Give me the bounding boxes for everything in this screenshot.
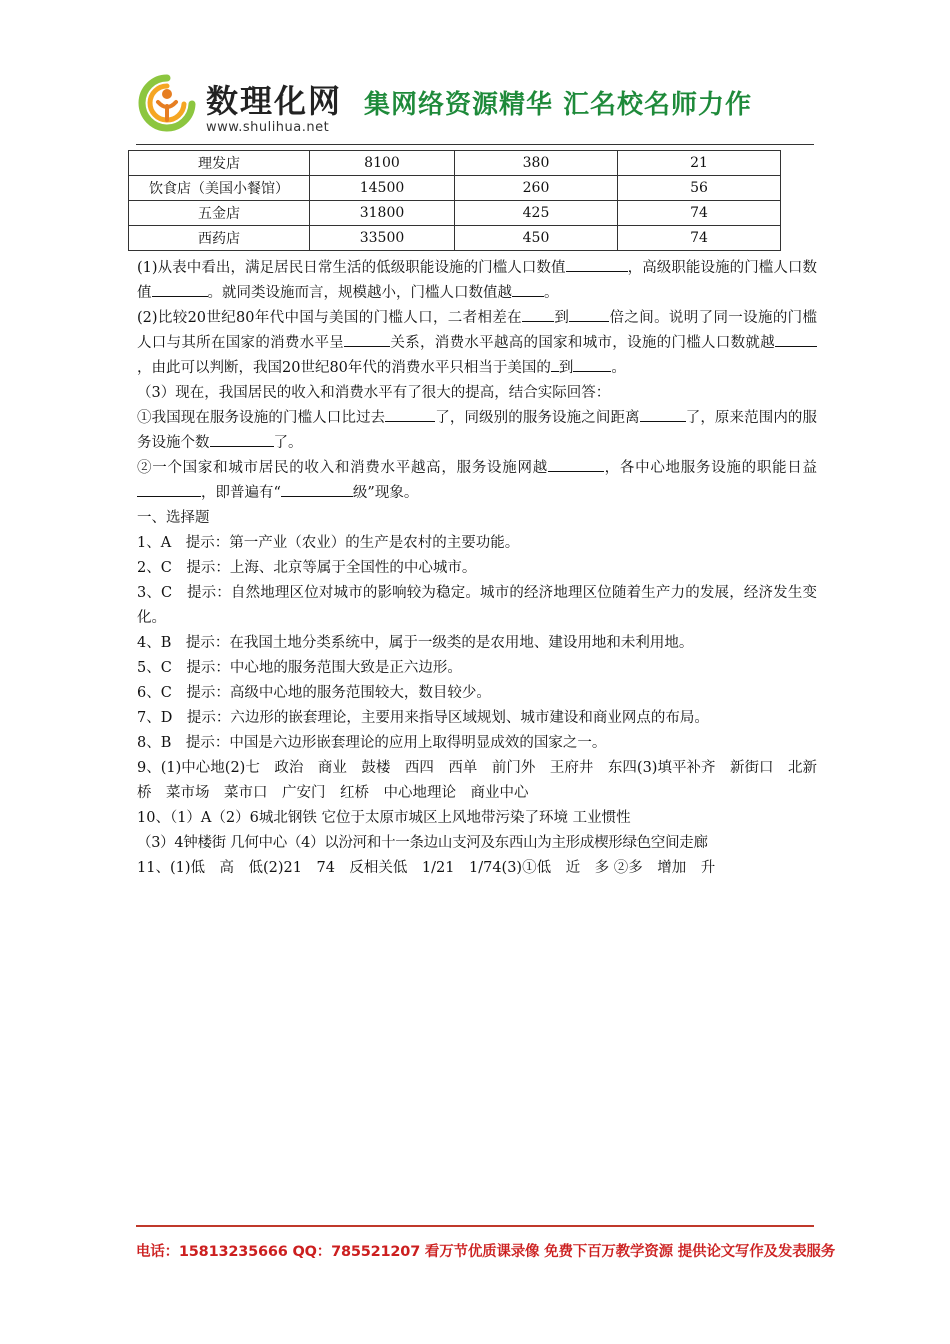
threshold-table	[128, 150, 781, 251]
answer-line: 9、(1)中心地(2)七 政治 商业 鼓楼 西四 西单 前门外 王府井 东四(3)填平补齐 新街口 北新桥 菜市场 菜市口 广安门 红桥 中心地理论 商业中心	[137, 760, 817, 801]
answer-blank[interactable]	[573, 356, 611, 372]
question-text: (2)比较20世纪80年代中国与美国的门槛人口，二者相差在	[137, 310, 523, 326]
table-cell: 425	[455, 201, 618, 226]
question-3-2	[137, 456, 817, 506]
question-text: ②一个国家和城市居民的收入和消费水平越高，服务设施网越	[137, 460, 548, 476]
answer-line: 2、C 提示：上海、北京等属于全国性的中心城市。	[137, 560, 477, 576]
answer-blank[interactable]	[210, 431, 274, 447]
question-text: 倍之间。说明了同一	[609, 310, 744, 326]
answer-line: 8、B 提示：中国是六边形嵌套理论的应用上取得明显成效的国家之一。	[137, 735, 607, 751]
question-text: 。	[544, 285, 559, 301]
table-cell: 56	[618, 176, 781, 201]
question-text: ，即普遍有“	[201, 485, 281, 501]
question-text: 到	[554, 310, 570, 326]
page-header	[136, 70, 816, 142]
table-row	[129, 226, 781, 251]
answer-line: 11、(1)低 高 低(2)21 74 反相关低 1/21 1/74(3)①低 近 多 ②多 增加 升	[137, 860, 716, 876]
table-cell: 西药店	[129, 226, 310, 251]
answer-blank[interactable]	[569, 306, 609, 322]
question-text: ，高级职能设施	[627, 260, 730, 276]
question-3-1	[137, 406, 817, 456]
table-cell: 理发店	[129, 151, 310, 176]
answer-blank[interactable]	[522, 306, 554, 322]
table-row	[129, 201, 781, 226]
table-cell: 21	[618, 151, 781, 176]
table-cell: 14500	[310, 176, 455, 201]
question-2	[137, 306, 817, 381]
question-text: 。就同类设施而言，规模越小，门槛人口数值越	[207, 285, 512, 301]
question-text: 范围内的服务设施个数	[137, 410, 818, 451]
table-cell: 33500	[310, 226, 455, 251]
table-row	[129, 151, 781, 176]
question-text: 到	[558, 360, 574, 376]
answer-blank[interactable]	[344, 331, 390, 347]
answer-line: 10、（1）A（2）6城北钢铁 它位于太原市城区上风地带污染了环境 工业惯性	[137, 810, 631, 826]
document-body	[137, 256, 817, 881]
question-text: 级”现象。	[352, 485, 419, 501]
question-text: 职能日益	[756, 460, 818, 476]
answer-blank[interactable]	[512, 281, 544, 297]
question-text: 的门槛人口数值	[137, 260, 817, 301]
question-text: 了，同级别的服务设施之间距离	[435, 410, 640, 426]
site-url: www.shulihua.net	[206, 120, 330, 135]
answer-blank[interactable]	[775, 331, 817, 347]
question-text: 了。	[273, 435, 303, 451]
answer-line: 1、A 提示：第一产业（农业）的生产是农村的主要功能。	[137, 535, 520, 551]
table-cell: 380	[455, 151, 618, 176]
answer-line: 一、选择题	[137, 510, 210, 526]
table-cell: 74	[618, 201, 781, 226]
answer-blank[interactable]	[640, 406, 686, 422]
table-cell: 8100	[310, 151, 455, 176]
answer-blank[interactable]	[137, 481, 201, 497]
question-text: 门槛人口数就越	[671, 335, 776, 351]
footer-contact: 电话：15813235666 QQ：785521207 看万节优质课录像 免费下百万教学资源 提供论文写作及发表服务	[136, 1244, 836, 1260]
answer-line: 5、C 提示：中心地的服务范围大致是正六边形。	[137, 660, 462, 676]
answer-line: 7、D 提示：六边形的嵌套理论，主要用来指导区域规划、城市建设和商业网点的布局。	[137, 710, 709, 726]
answer-blank[interactable]	[385, 406, 435, 422]
answer-line: 3、C 提示：自然地理区位对城市的影响较为稳定。城市的经济地理区位随着生产力的发展，经济发生变化。	[137, 585, 817, 626]
header-divider	[136, 144, 814, 145]
answer-blank[interactable]	[281, 481, 353, 497]
answer-blank[interactable]	[566, 256, 628, 272]
table-cell: 五金店	[129, 201, 310, 226]
question-text: 。	[611, 360, 626, 376]
footer-divider	[136, 1225, 814, 1227]
table-cell: 饮食店（美国小餐馆）	[129, 176, 310, 201]
answer-blank[interactable]	[551, 356, 559, 372]
question-text: 设施的门槛人口与其所在国家的消费水平呈	[137, 310, 818, 351]
table-cell: 31800	[310, 201, 455, 226]
answer-line: 4、B 提示：在我国土地分类系统中，属于一级类的是农用地、建设用地和未利用地。	[137, 635, 694, 651]
question-text: ①我国现在服务设施的门槛人口比过去	[137, 410, 386, 426]
question-text: ，各中心地服务设施的	[603, 460, 757, 476]
answer-line: （3）4钟楼街 几何中心（4）以汾河和十一条边山支河及东西山为主形成楔形绿色空间走廊	[137, 835, 708, 851]
question-1	[137, 256, 817, 306]
table-cell: 260	[455, 176, 618, 201]
table-cell: 74	[618, 226, 781, 251]
answer-blank[interactable]	[152, 281, 208, 297]
answer-line: 6、C 提示：高级中心地的服务范围较大，数目较少。	[137, 685, 491, 701]
question-text: ，由此可以判断，我国20世纪80年代的消费水平只相当于美国的	[137, 360, 551, 376]
slogan: 集网络资源精华 汇名校名师力作	[364, 90, 753, 120]
question-3-intro: （3）现在，我国居民的收入和消费水平有了很大的提高，结合实际回答：	[137, 385, 611, 401]
table-row	[129, 176, 781, 201]
site-logo-icon	[136, 72, 198, 134]
brand-name: 数理化网	[206, 82, 343, 120]
answer-blank[interactable]	[548, 456, 604, 472]
table-cell: 450	[455, 226, 618, 251]
question-text: 了，原来	[685, 410, 745, 426]
question-text: (1)从表中看出，满足居民日常生活的低级职能设施的门槛人口数值	[137, 260, 566, 276]
question-text: 关系，消费水平越高的国家和城市，设施的	[390, 335, 672, 351]
